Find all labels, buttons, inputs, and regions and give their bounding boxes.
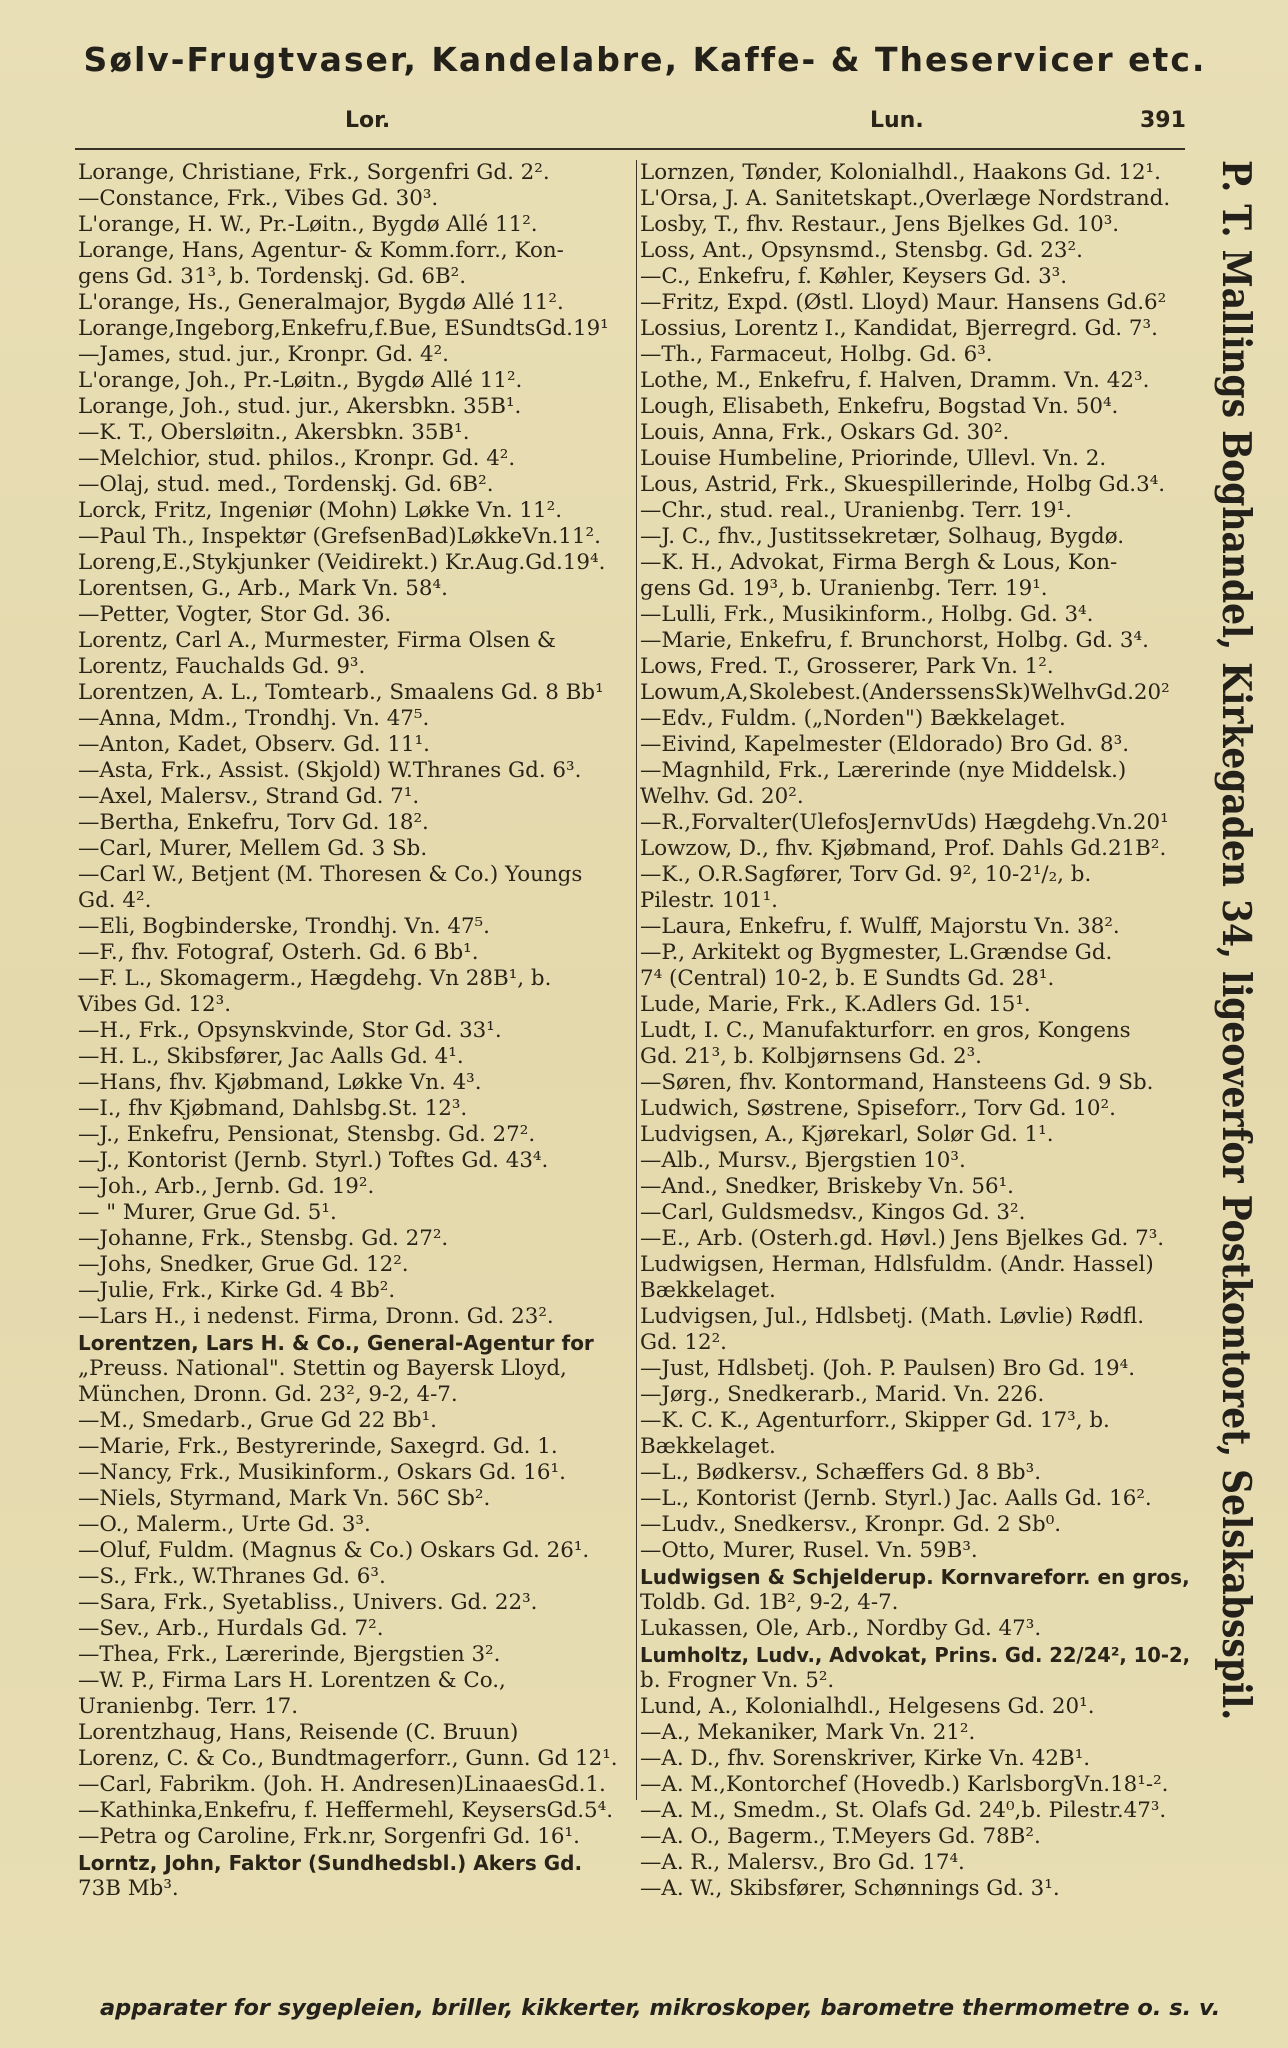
directory-entry: —A. R., Malersv., Bro Gd. 17⁴.: [640, 1850, 965, 1875]
directory-entry: Ludwigsen & Schjelderup. Kornvareforr. en gros,: [640, 1565, 1190, 1589]
directory-entry: Lous, Astrid, Frk., Skuespillerinde, Holbg Gd.3⁴.: [640, 472, 1166, 497]
directory-entry: —And., Snedker, Briskeby Vn. 56¹.: [640, 1174, 1014, 1199]
directory-entry: Lorange, Hans, Agentur- & Komm.forr., Kon-: [78, 238, 564, 263]
directory-entry: —Niels, Styrmand, Mark Vn. 56C Sb².: [78, 1486, 491, 1511]
directory-entry: —K., O.R.Sagfører, Torv Gd. 9², 10-2¹/₂, b.: [640, 862, 1092, 887]
directory-entry: Lorentzen, Lars H. & Co., General-Agentur for: [78, 1331, 594, 1355]
directory-entry: —H., Frk., Opsynskvinde, Stor Gd. 33¹.: [78, 1018, 502, 1043]
directory-entry: —Olaj, stud. med., Tordenskj. Gd. 6B².: [78, 472, 494, 497]
directory-entry: Toldb. Gd. 1B², 9-2, 4-7.: [640, 1590, 899, 1615]
directory-entry: Lude, Marie, Frk., K.Adlers Gd. 15¹.: [640, 992, 1031, 1017]
directory-entry: —Kathinka,Enkefru, f. Heffermehl, KeysersGd.5⁴.: [78, 1798, 614, 1823]
directory-entry: Ludvigsen, Jul., Hdlsbetj. (Math. Løvlie) Rødfl.: [640, 1304, 1145, 1329]
directory-entry: —F. L., Skomagerm., Hægdehg. Vn 28B¹, b.: [78, 966, 552, 991]
directory-entry: —Nancy, Frk., Musikinform., Oskars Gd. 16¹.: [78, 1460, 566, 1485]
directory-entry: Lorck, Fritz, Ingeniør (Mohn) Løkke Vn. 11².: [78, 498, 563, 523]
directory-entry: —Otto, Murer, Rusel. Vn. 59B³.: [640, 1538, 978, 1563]
directory-entry: —Marie, Frk., Bestyrerinde, Saxegrd. Gd. 1.: [78, 1434, 558, 1459]
directory-entry: —K. H., Advokat, Firma Bergh & Lous, Kon-: [640, 550, 1118, 575]
directory-entry: Lowum,A,Skolebest.(AnderssensSk)WelhvGd.20²: [640, 680, 1170, 705]
directory-entry: —Søren, fhv. Kontormand, Hansteens Gd. 9 Sb.: [640, 1070, 1154, 1095]
directory-entry: Lorentzhaug, Hans, Reisende (C. Bruun): [78, 1720, 519, 1745]
directory-entry: —Marie, Enkefru, f. Brunchorst, Holbg. Gd. 3⁴.: [640, 628, 1149, 653]
directory-entry: —Julie, Frk., Kirke Gd. 4 Bb².: [78, 1278, 396, 1303]
directory-entry: Lowzow, D., fhv. Kjøbmand, Prof. Dahls Gd.21B².: [640, 836, 1167, 861]
directory-entry: —A. O., Bagerm., T.Meyers Gd. 78B².: [640, 1824, 1041, 1849]
directory-entry: L'orange, H. W., Pr.-Løitn., Bygdø Allé 11².: [78, 212, 538, 237]
directory-entry: L'orange, Joh., Pr.-Løitn., Bygdø Allé 11².: [78, 368, 523, 393]
directory-entry: —E., Arb. (Osterh.gd. Høvl.) Jens Bjelkes Gd. 7³.: [640, 1226, 1165, 1251]
directory-entry: —Ludv., Snedkersv., Kronpr. Gd. 2 Sb⁰.: [640, 1512, 1062, 1537]
header-rule: [75, 148, 1185, 150]
directory-entry: Lorange,Ingeborg,Enkefru,f.Bue, ESundtsGd.19¹: [78, 316, 609, 341]
directory-entry: —Carl, Murer, Mellem Gd. 3 Sb.: [78, 836, 428, 861]
directory-entry: —Carl, Fabrikm. (Joh. H. Andresen)LinaaesGd.1.: [78, 1772, 606, 1797]
directory-entry: —A. W., Skibsfører, Schønnings Gd. 3¹.: [640, 1876, 1060, 1901]
directory-entry: Vibes Gd. 12³.: [78, 992, 232, 1017]
directory-entry: Gd. 12².: [640, 1330, 727, 1355]
directory-entry: Lossius, Lorentz I., Kandidat, Bjerregrd. Gd. 7³.: [640, 316, 1158, 341]
directory-entry: Lukassen, Ole, Arb., Nordby Gd. 47³.: [640, 1616, 1042, 1641]
directory-entry: —J. C., fhv., Justitssekretær, Solhaug, Bygdø.: [640, 524, 1125, 549]
directory-entry: —F., fhv. Fotograf, Osterh. Gd. 6 Bb¹.: [78, 940, 479, 965]
directory-entry: Bækkelaget.: [640, 1278, 776, 1303]
directory-entry: L'Orsa, J. A. Sanitetskapt.,Overlæge Nordstrand.: [640, 186, 1171, 211]
directory-entry: —Melchior, stud. philos., Kronpr. Gd. 4².: [78, 446, 516, 471]
directory-entry: —Lars H., i nedenst. Firma, Dronn. Gd. 23².: [78, 1304, 554, 1329]
column-separator: [636, 160, 637, 1800]
directory-entry: Louise Humbeline, Priorinde, Ullevl. Vn. 2.: [640, 446, 1107, 471]
top-advertisement: Sølv-Frugtvaser, Kandelabre, Kaffe- & Theservicer etc.: [83, 40, 1207, 79]
directory-entry: Louis, Anna, Frk., Oskars Gd. 30².: [640, 420, 1010, 445]
directory-entry: —Alb., Mursv., Bjergstien 10³.: [640, 1148, 966, 1173]
directory-entry: —Anton, Kadet, Observ. Gd. 11¹.: [78, 732, 430, 757]
directory-entry: —Petter, Vogter, Stor Gd. 36.: [78, 602, 392, 627]
directory-entry: Gd. 4².: [78, 888, 152, 913]
directory-entry: —C., Enkefru, f. Køhler, Keysers Gd. 3³.: [640, 264, 1068, 289]
directory-entry: —Oluf, Fuldm. (Magnus & Co.) Oskars Gd. 26¹.: [78, 1538, 590, 1563]
directory-entry: Lumholtz, Ludv., Advokat, Prins. Gd. 22/24², 10-2,: [640, 1643, 1191, 1667]
directory-entry: —Petra og Caroline, Frk.nr, Sorgenfri Gd. 16¹.: [78, 1824, 580, 1849]
directory-entry: Ludt, I. C., Manufakturforr. en gros, Kongens: [640, 1018, 1131, 1043]
directory-entry: Lough, Elisabeth, Enkefru, Bogstad Vn. 50⁴.: [640, 394, 1119, 419]
directory-entry: Pilestr. 101¹.: [640, 888, 778, 913]
directory-entry: —Jørg., Snedkerarb., Marid. Vn. 226.: [640, 1382, 1045, 1407]
directory-entry: —W. P., Firma Lars H. Lorentzen & Co.,: [78, 1668, 506, 1693]
directory-entry: „Preuss. National". Stettin og Bayersk Lloyd,: [78, 1356, 567, 1381]
bottom-advertisement: apparater for sygepleien, briller, kikkerter, mikroskoper, barometre thermometre o. s. v.: [100, 1995, 1221, 2021]
directory-entry: Lorenz, C. & Co., Bundtmagerforr., Gunn. Gd 12¹.: [78, 1746, 618, 1771]
directory-entry: —A. M., Smedm., St. Olafs Gd. 24⁰,b. Pilestr.47³.: [640, 1798, 1167, 1823]
directory-entry: gens Gd. 31³, b. Tordenskj. Gd. 6B².: [78, 264, 467, 289]
directory-entry: —Hans, fhv. Kjøbmand, Løkke Vn. 4³.: [78, 1070, 482, 1095]
directory-entry: —Chr., stud. real., Uranienbg. Terr. 19¹.: [640, 498, 1072, 523]
directory-entry: —Thea, Frk., Lærerinde, Bjergstien 3².: [78, 1642, 501, 1667]
directory-entry: —M., Smedarb., Grue Gd 22 Bb¹.: [78, 1408, 437, 1433]
directory-entry: —J., Kontorist (Jernb. Styrl.) Toftes Gd. 43⁴.: [78, 1148, 549, 1173]
directory-entry: Lorntz, John, Faktor (Sundhedsbl.) Akers Gd.: [78, 1851, 583, 1875]
directory-entry: —Axel, Malersv., Strand Gd. 7¹.: [78, 784, 420, 809]
directory-entry: — " Murer, Grue Gd. 5¹.: [78, 1200, 337, 1225]
directory-entry: Gd. 21³, b. Kolbjørnsens Gd. 2³.: [640, 1044, 982, 1069]
directory-entry: Loss, Ant., Opsynsmd., Stensbg. Gd. 23².: [640, 238, 1083, 263]
directory-entry: Bækkelaget.: [640, 1434, 776, 1459]
left-column: [78, 160, 634, 1902]
directory-entry: —Carl W., Betjent (M. Thoresen & Co.) Youngs: [78, 862, 583, 887]
directory-entry: —Joh., Arb., Jernb. Gd. 19².: [78, 1174, 375, 1199]
directory-entry: Losby, T., fhv. Restaur., Jens Bjelkes Gd. 10³.: [640, 212, 1120, 237]
page-number: 391: [1140, 108, 1186, 133]
directory-entry: —Lulli, Frk., Musikinform., Holbg. Gd. 3⁴.: [640, 602, 1094, 627]
directory-entry: —Laura, Enkefru, f. Wulff, Majorstu Vn. 38².: [640, 914, 1120, 939]
directory-entry: Ludvigsen, A., Kjørekarl, Solør Gd. 1¹.: [640, 1122, 1054, 1147]
directory-entry: Lund, A., Kolonialhdl., Helgesens Gd. 20¹.: [640, 1694, 1095, 1719]
directory-entry: L'orange, Hs., Generalmajor, Bygdø Allé 11².: [78, 290, 564, 315]
directory-entry: Lothe, M., Enkefru, f. Halven, Dramm. Vn. 42³.: [640, 368, 1150, 393]
directory-entry: —L., Bødkersv., Schæffers Gd. 8 Bb³.: [640, 1460, 1042, 1485]
directory-entry: —A. D., fhv. Sorenskriver, Kirke Vn. 42B¹.: [640, 1746, 1091, 1771]
directory-entry: —Just, Hdlsbetj. (Joh. P. Paulsen) Bro Gd. 19⁴.: [640, 1356, 1136, 1381]
right-column: [640, 160, 1190, 1902]
directory-entry: 73B Mb³.: [78, 1876, 179, 1901]
directory-entry: —A., Mekaniker, Mark Vn. 21².: [640, 1720, 976, 1745]
side-advertisement-text: P. T. Mallings Boghandel, Kirkegaden 34, ligeoverfor Postkontoret, Selskabsspil.: [1213, 160, 1259, 1721]
directory-entry: —Paul Th., Inspektør (GrefsenBad)LøkkeVn.11².: [78, 524, 601, 549]
directory-entry: —Johs, Snedker, Grue Gd. 12².: [78, 1252, 409, 1277]
directory-entry: Ludwigsen, Herman, Hdlsfuldm. (Andr. Hassel): [640, 1252, 1154, 1277]
directory-entry: —K. C. K., Agenturforr., Skipper Gd. 17³, b.: [640, 1408, 1110, 1433]
directory-entry: —Sev., Arb., Hurdals Gd. 7².: [78, 1616, 384, 1641]
directory-entry: —Johanne, Frk., Stensbg. Gd. 27².: [78, 1226, 449, 1251]
directory-entry: —Eivind, Kapelmester (Eldorado) Bro Gd. 8³.: [640, 732, 1130, 757]
directory-entry: —J., Enkefru, Pensionat, Stensbg. Gd. 27².: [78, 1122, 536, 1147]
directory-entry: —I., fhv Kjøbmand, Dahlsbg.St. 12³.: [78, 1096, 468, 1121]
directory-entry: —S., Frk., W.Thranes Gd. 6³.: [78, 1564, 386, 1589]
directory-entry: —Magnhild, Frk., Lærerinde (nye Middelsk.): [640, 758, 1127, 783]
header-right-word: Lun.: [870, 108, 924, 133]
side-advertisement: [1207, 160, 1267, 1720]
directory-entry: Lows, Fred. T., Grosserer, Park Vn. 1².: [640, 654, 1054, 679]
directory-entry: —Anna, Mdm., Trondhj. Vn. 47⁵.: [78, 706, 430, 731]
directory-entry: —O., Malerm., Urte Gd. 3³.: [78, 1512, 371, 1537]
directory-entry: —Constance, Frk., Vibes Gd. 30³.: [78, 186, 439, 211]
directory-entry: —Bertha, Enkefru, Torv Gd. 18².: [78, 810, 429, 835]
directory-entry: —Eli, Bogbinderske, Trondhj. Vn. 47⁵.: [78, 914, 490, 939]
directory-entry: —James, stud. jur., Kronpr. Gd. 4².: [78, 342, 449, 367]
directory-entry: Lorentz, Fauchalds Gd. 9³.: [78, 654, 366, 679]
directory-entry: —Edv., Fuldm. („Norden") Bækkelaget.: [640, 706, 1066, 731]
directory-entry: München, Dronn. Gd. 23², 9-2, 4-7.: [78, 1382, 458, 1407]
directory-entry: —K. T., Obersløitn., Akersbkn. 35B¹.: [78, 420, 470, 445]
directory-entry: Lorentzen, A. L., Tomtearb., Smaalens Gd. 8 Bb¹: [78, 680, 604, 705]
directory-entry: —Sara, Frk., Syetabliss., Univers. Gd. 22³.: [78, 1590, 538, 1615]
directory-entry: —Fritz, Expd. (Østl. Lloyd) Maur. Hansens Gd.6²: [640, 290, 1167, 315]
directory-entry: —Asta, Frk., Assist. (Skjold) W.Thranes Gd. 6³.: [78, 758, 582, 783]
directory-entry: Ludwich, Søstrene, Spiseforr., Torv Gd. 10².: [640, 1096, 1116, 1121]
directory-entry: Lorange, Joh., stud. jur., Akersbkn. 35B¹.: [78, 394, 522, 419]
directory-entry: —Th., Farmaceut, Holbg. Gd. 6³.: [640, 342, 993, 367]
directory-entry: Welhv. Gd. 20².: [640, 784, 804, 809]
directory-entry: Lorentsen, G., Arb., Mark Vn. 58⁴.: [78, 576, 448, 601]
directory-entry: Lorange, Christiane, Frk., Sorgenfri Gd. 2².: [78, 160, 550, 185]
directory-entry: —H. L., Skibsfører, Jac Aalls Gd. 4¹.: [78, 1044, 464, 1069]
directory-entry: b. Frogner Vn. 5².: [640, 1668, 835, 1693]
header-left-word: Lor.: [345, 108, 391, 133]
directory-entry: 7⁴ (Central) 10-2, b. E Sundts Gd. 28¹.: [640, 966, 1055, 991]
directory-entry: gens Gd. 19³, b. Uranienbg. Terr. 19¹.: [640, 576, 1048, 601]
directory-entry: —P., Arkitekt og Bygmester, L.Grændse Gd.: [640, 940, 1113, 965]
directory-entry: —Carl, Guldsmedsv., Kingos Gd. 3².: [640, 1200, 1026, 1225]
directory-entry: Uranienbg. Terr. 17.: [78, 1694, 299, 1719]
directory-entry: —L., Kontorist (Jernb. Styrl.) Jac. Aalls Gd. 16².: [640, 1486, 1152, 1511]
directory-entry: Lorentz, Carl A., Murmester, Firma Olsen &: [78, 628, 556, 653]
directory-entry: —R.,Forvalter(UlefosJernvUds) Hægdehg.Vn.20¹: [640, 810, 1169, 835]
directory-entry: Loreng,E.,Stykjunker (Veidirekt.) Kr.Aug.Gd.19⁴.: [78, 550, 606, 575]
directory-entry: Lornzen, Tønder, Kolonialhdl., Haakons Gd. 12¹.: [640, 160, 1161, 185]
directory-entry: —A. M.,Kontorchef (Hovedb.) KarlsborgVn.18¹-².: [640, 1772, 1169, 1797]
